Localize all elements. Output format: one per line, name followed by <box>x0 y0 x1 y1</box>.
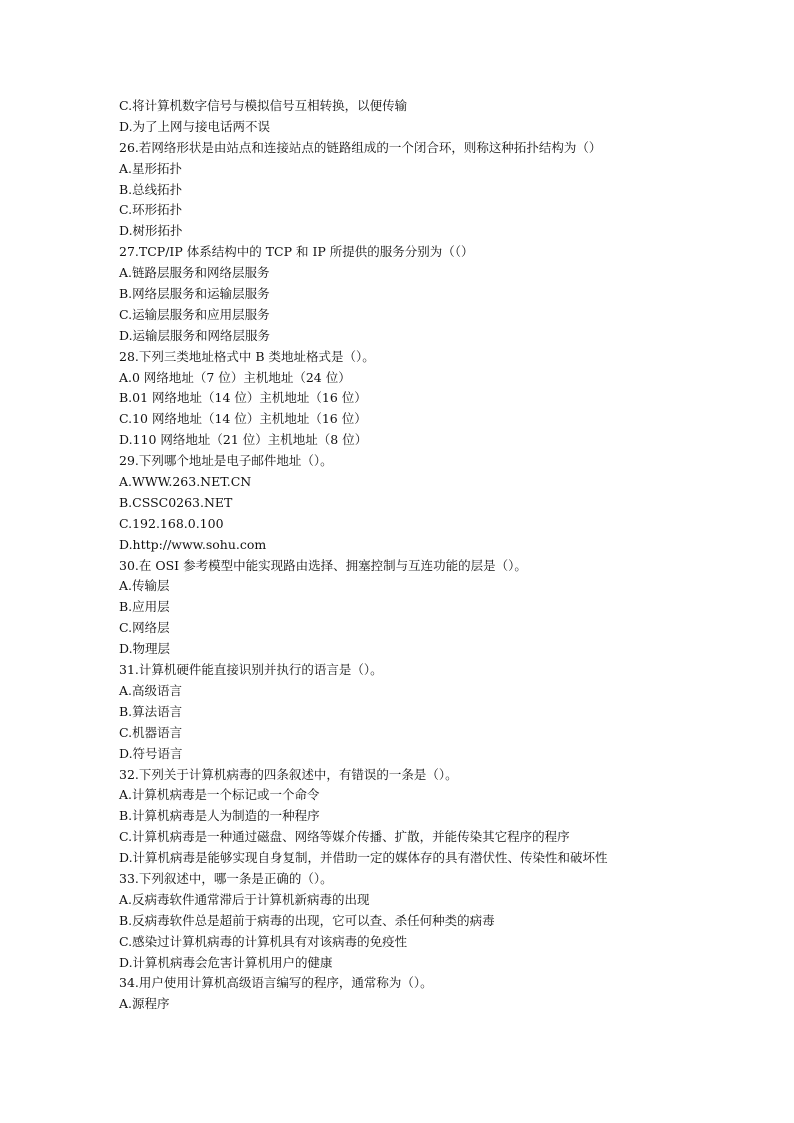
option-line: B.网络层服务和运输层服务 <box>119 286 270 302</box>
text-line: D.为了上网与接电话两不误 <box>119 118 271 134</box>
option-line: C.机器语言 <box>119 724 183 740</box>
option-line: C.感染过计算机病毒的计算机具有对该病毒的免疫性 <box>119 933 408 949</box>
question-26: 26.若网络形状是由站点和连接站点的链路组成的一个闭合环，则称这种拓扑结构为（） <box>119 139 602 155</box>
question-34: 34.用户使用计算机高级语言编写的程序，通常称为（）。 <box>119 975 433 991</box>
option-line: D.计算机病毒是能够实现自身复制，并借助一定的媒体存的具有潜伏性、传染性和破坏性 <box>119 850 608 866</box>
option-line: A.反病毒软件通常滞后于计算机新病毒的出现 <box>119 891 370 907</box>
option-line: D.http://www.sohu.com <box>119 536 267 552</box>
option-line: B.CSSC0263.NET <box>119 494 233 510</box>
option-line: B.算法语言 <box>119 703 183 719</box>
option-line: A.传输层 <box>119 578 170 594</box>
option-line: A.星形拓扑 <box>119 160 183 176</box>
option-line: A.WWW.263.NET.CN <box>119 474 252 490</box>
question-28: 28.下列三类地址格式中 B 类地址格式是（）。 <box>119 348 375 364</box>
option-line: C.环形拓扑 <box>119 202 183 218</box>
option-line: D.110 网络地址（21 位）主机地址（8 位） <box>119 432 368 448</box>
option-line: D.计算机病毒会危害计算机用户的健康 <box>119 954 333 970</box>
question-33: 33.下列叙述中，哪一条是正确的（）。 <box>119 870 333 886</box>
option-line: C.192.168.0.100 <box>119 515 224 531</box>
option-line: C.网络层 <box>119 620 170 636</box>
option-line: A.计算机病毒是一个标记或一个命令 <box>119 787 320 803</box>
option-line: D.树形拓扑 <box>119 223 183 239</box>
option-line: C.运输层服务和应用层服务 <box>119 306 270 322</box>
option-line: A.0 网络地址（7 位）主机地址（24 位） <box>119 369 351 385</box>
question-27: 27.TCP/IP 体系结构中的 TCP 和 IP 所提供的服务分别为（（） <box>119 244 474 260</box>
option-line: B.应用层 <box>119 599 170 615</box>
option-line: B.总线拓扑 <box>119 181 183 197</box>
question-29: 29.下列哪个地址是电子邮件地址（）。 <box>119 453 333 469</box>
question-30: 30.在 OSI 参考模型中能实现路由选择、拥塞控制与互连功能的层是（）。 <box>119 557 527 573</box>
option-line: C.计算机病毒是一种通过磁盘、网络等媒介传播、扩散，并能传染其它程序的程序 <box>119 829 570 845</box>
option-line: A.源程序 <box>119 996 170 1012</box>
option-line: B.反病毒软件总是超前于病毒的出现，它可以查、杀任何种类的病毒 <box>119 912 495 928</box>
text-line: C.将计算机数字信号与模拟信号互相转换，以便传输 <box>119 98 408 113</box>
option-line: B.计算机病毒是人为制造的一种程序 <box>119 808 320 824</box>
document-page <box>119 96 719 1015</box>
option-line: A.高级语言 <box>119 682 183 698</box>
option-line: D.运输层服务和网络层服务 <box>119 327 271 343</box>
option-line: A.链路层服务和网络层服务 <box>119 265 270 281</box>
option-line: D.物理层 <box>119 641 171 657</box>
question-32: 32.下列关于计算机病毒的四条叙述中，有错误的一条是（）。 <box>119 766 458 782</box>
option-line: D.符号语言 <box>119 745 183 761</box>
option-line: B.01 网络地址（14 位）主机地址（16 位） <box>119 390 367 406</box>
option-line: C.10 网络地址（14 位）主机地址（16 位） <box>119 411 367 427</box>
question-31: 31.计算机硬件能直接识别并执行的语言是（）。 <box>119 662 383 678</box>
